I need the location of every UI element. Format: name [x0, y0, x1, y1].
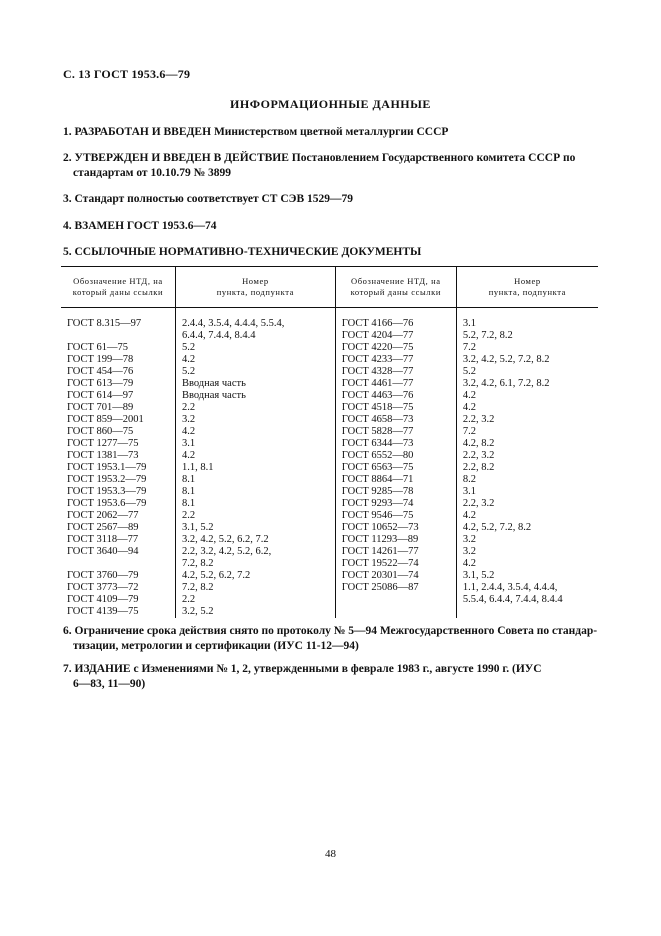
spacer-cell: [175, 308, 335, 319]
ref-clause-right: [456, 486, 598, 498]
ref-doc-right-text: ГОСТ 19522—74: [341, 558, 419, 569]
ref-doc-left-text: ГОСТ 2567—89: [67, 522, 139, 533]
item-approved-rest2: стандартам от 10.10.79 № 3899: [73, 167, 232, 179]
ref-clause-left-text: 8.1: [181, 474, 196, 485]
ref-clause-left-text: 2.2: [181, 402, 196, 413]
table-row: [61, 546, 598, 558]
ref-clause-right: [456, 558, 598, 570]
ref-doc-right-text: ГОСТ 4518—75: [341, 402, 414, 413]
ref-clause-left: [175, 546, 335, 558]
ref-clause-left: [175, 450, 335, 462]
item-conformity: 3. Стандарт полностью соответствует СТ СЭВ 1529—79: [63, 193, 354, 205]
ref-clause-right: [456, 318, 598, 330]
header-clause-right-line2: пункта, подпункта: [488, 287, 567, 297]
ref-clause-right-text: 3.1: [462, 486, 476, 497]
ref-doc-left-text: ГОСТ 1953.6—79: [67, 498, 147, 509]
ref-doc-left-text: ГОСТ 614—97: [67, 390, 134, 401]
ref-doc-right: [335, 462, 456, 474]
ref-doc-right-text: ГОСТ 6563—75: [341, 462, 414, 473]
ref-clause-left: [175, 426, 335, 438]
ref-clause-right: [456, 594, 598, 606]
ref-doc-right-text: ГОСТ 6552—80: [341, 450, 414, 461]
ref-doc-left-text: ГОСТ 4139—75: [67, 606, 139, 617]
table-row: [61, 474, 598, 486]
ref-clause-right-text: 4.2: [462, 558, 476, 569]
table-row: [61, 522, 598, 534]
ref-clause-left-text: 6.4.4, 7.4.4, 8.4.4: [181, 330, 256, 341]
ref-doc-left-text: ГОСТ 1277—75: [67, 438, 139, 449]
ref-doc-left-text: ГОСТ 1381—73: [67, 450, 139, 461]
ref-doc-left-text: ГОСТ 613—79: [67, 378, 134, 389]
table-row: [61, 594, 598, 606]
ref-clause-left: [175, 558, 335, 570]
spacer-cell: [335, 308, 456, 319]
ref-clause-right-text: 3.2, 4.2, 6.1, 7.2, 8.2: [462, 378, 550, 389]
ref-doc-left: [61, 354, 175, 366]
ref-clause-left-text: 2.2: [181, 594, 196, 605]
ref-clause-left: [175, 330, 335, 342]
item-validity: [63, 624, 601, 654]
ref-clause-right: [456, 510, 598, 522]
ref-doc-right-text: ГОСТ 4461—77: [341, 378, 414, 389]
ref-doc-right: [335, 594, 456, 606]
ref-clause-right: [456, 402, 598, 414]
ref-doc-left-text: ГОСТ 1953.1—79: [67, 462, 147, 473]
ref-doc-right: [335, 354, 456, 366]
header-doc-left-line2: который даны ссылки: [72, 287, 164, 297]
ref-clause-right: [456, 546, 598, 558]
ref-clause-left: [175, 354, 335, 366]
ref-doc-right-text: ГОСТ 4463—76: [341, 390, 414, 401]
ref-clause-left: [175, 522, 335, 534]
ref-doc-left-text: ГОСТ 8.315—97: [67, 318, 142, 329]
ref-doc-left: [61, 330, 175, 342]
ref-doc-right: [335, 438, 456, 450]
ref-clause-left: [175, 390, 335, 402]
ref-clause-right-text: 5.5.4, 6.4.4, 7.4.4, 8.4.4: [462, 594, 563, 605]
ref-doc-right-text: ГОСТ 4328—77: [341, 366, 414, 377]
ref-doc-left-text: ГОСТ 4109—79: [67, 594, 139, 605]
ref-doc-left: [61, 438, 175, 450]
ref-doc-left: [61, 486, 175, 498]
item-approved: [63, 151, 601, 181]
ref-clause-right: [456, 462, 598, 474]
ref-clause-right: [456, 330, 598, 342]
ref-doc-right-text: ГОСТ 4233—77: [341, 354, 414, 365]
ref-doc-right: [335, 522, 456, 534]
header-doc-left: [61, 267, 175, 308]
ref-doc-right-text: ГОСТ 6344—73: [341, 438, 414, 449]
ref-doc-left-text: ГОСТ 1953.2—79: [67, 474, 147, 485]
ref-clause-left-text: 3.2, 4.2, 5.2, 6.2, 7.2: [181, 534, 269, 545]
ref-clause-right: [456, 498, 598, 510]
ref-clause-right-text: 3.2, 4.2, 5.2, 7.2, 8.2: [462, 354, 550, 365]
ref-doc-left: [61, 450, 175, 462]
ref-doc-right-text: ГОСТ 8864—71: [341, 474, 414, 485]
ref-doc-right-text: ГОСТ 4658—73: [341, 414, 414, 425]
ref-clause-left-text: 3.2, 5.2: [181, 606, 214, 617]
page-number: 48: [325, 848, 336, 860]
header-doc-left-line1: Обозначение НТД, на: [73, 276, 163, 286]
ref-doc-right-text: ГОСТ 4220—75: [341, 342, 414, 353]
ref-clause-left: [175, 498, 335, 510]
ref-clause-right-text: 3.1, 5.2: [462, 570, 495, 581]
table-row: [61, 606, 598, 618]
ref-clause-right: [456, 570, 598, 582]
table-row: [61, 330, 598, 342]
references-table: [61, 266, 598, 618]
table-row: [61, 450, 598, 462]
ref-clause-left: [175, 342, 335, 354]
ref-clause-left-text: 4.2: [181, 426, 196, 437]
ref-doc-right: [335, 330, 456, 342]
ref-clause-right: [456, 414, 598, 426]
ref-clause-right: [456, 366, 598, 378]
ref-clause-right: [456, 354, 598, 366]
ref-clause-right: [456, 378, 598, 390]
header-clause-left: [175, 267, 335, 308]
table-row: [61, 390, 598, 402]
item-validity-line1: 6. Ограничение срока действия снято по протоколу № 5—94 Межгосударственного Совета по стандар-: [63, 625, 598, 637]
ref-doc-right: [335, 450, 456, 462]
ref-clause-right-text: 2.2, 3.2: [462, 414, 495, 425]
ref-doc-left: [61, 426, 175, 438]
table-row: [61, 378, 598, 390]
ref-clause-right-text: 4.2: [462, 390, 476, 401]
header-doc-right-line1: Обозначение НТД, на: [350, 276, 441, 286]
ref-doc-right: [335, 558, 456, 570]
ref-clause-right: [456, 534, 598, 546]
table-row: [61, 414, 598, 426]
ref-clause-left: [175, 366, 335, 378]
table-row: [61, 402, 598, 414]
table-row: [61, 438, 598, 450]
ref-doc-left: [61, 510, 175, 522]
item-developed: [63, 125, 601, 140]
ref-clause-left-text: 3.1: [181, 438, 196, 449]
table-row: [61, 426, 598, 438]
ref-clause-right-text: 2.2, 8.2: [462, 462, 495, 473]
ref-clause-left-text: 8.1: [181, 486, 196, 497]
ref-doc-right: [335, 366, 456, 378]
spacer-cell: [61, 308, 175, 319]
ref-doc-left-text: ГОСТ 199—78: [67, 354, 134, 365]
ref-clause-right-text: 8.2: [462, 474, 476, 485]
ref-doc-left-text: ГОСТ 860—75: [67, 426, 134, 437]
item-edition: [63, 662, 601, 692]
table-header-row: [61, 267, 598, 308]
ref-clause-right-text: 7.2: [462, 342, 476, 353]
item-edition-line1: 7. ИЗДАНИЕ с Изменениями № 1, 2, утвержденными в феврале 1983 г., августе 1990 г. (ИУС: [63, 663, 542, 675]
ref-clause-left: [175, 594, 335, 606]
ref-clause-right-text: 4.2, 5.2, 7.2, 8.2: [462, 522, 532, 533]
references-table-body: [61, 308, 598, 619]
ref-clause-right-text: 3.2: [462, 546, 476, 557]
table-row: [61, 486, 598, 498]
header-doc-right-line2: который даны ссылки: [350, 287, 441, 297]
item-replaces: 4. ВЗАМЕН ГОСТ 1953.6—74: [63, 220, 217, 232]
table-row: [61, 558, 598, 570]
ref-doc-left-text: ГОСТ 701—89: [67, 402, 134, 413]
ref-doc-right: [335, 510, 456, 522]
table-row: [61, 366, 598, 378]
table-spacer-row: [61, 308, 598, 319]
ref-doc-right: [335, 342, 456, 354]
ref-clause-left: [175, 474, 335, 486]
item-approved-rest: Постановлением Государственного комитета СССР по: [291, 152, 576, 164]
table-row: [61, 318, 598, 330]
ref-clause-left-text: 4.2: [181, 354, 196, 365]
ref-doc-right-text: ГОСТ 14261—77: [341, 546, 419, 557]
ref-clause-right-text: 3.1: [462, 318, 476, 329]
ref-doc-right-text: ГОСТ 25086—87: [341, 582, 419, 593]
ref-clause-left: [175, 510, 335, 522]
ref-clause-right: [456, 426, 598, 438]
header-doc-right: [335, 267, 456, 308]
ref-doc-right-text: ГОСТ 5828—77: [341, 426, 414, 437]
table-row: [61, 342, 598, 354]
ref-clause-left-text: 3.2: [181, 414, 196, 425]
ref-clause-right: [456, 342, 598, 354]
ref-clause-right-text: 4.2: [462, 402, 476, 413]
ref-clause-right-text: 5.2, 7.2, 8.2: [462, 330, 513, 341]
ref-clause-left-text: 7.2, 8.2: [181, 582, 214, 593]
ref-doc-left: [61, 570, 175, 582]
ref-doc-left-text: ГОСТ 3773—72: [67, 582, 139, 593]
ref-clause-left-text: 7.2, 8.2: [181, 558, 214, 569]
ref-clause-left-text: 2.2: [181, 510, 196, 521]
ref-doc-left-text: ГОСТ 454—76: [67, 366, 134, 377]
ref-clause-left-text: Вводная часть: [181, 390, 246, 401]
ref-doc-right: [335, 498, 456, 510]
item-edition-line2: 6—83, 11—90): [73, 678, 146, 690]
item-validity-line2: тизации, метрологии и сертификации (ИУС 11-12—94): [73, 640, 359, 652]
ref-clause-right: [456, 390, 598, 402]
ref-clause-right-text: 7.2: [462, 426, 476, 437]
table-row: [61, 570, 598, 582]
ref-clause-right-text: 1.1, 2.4.4, 3.5.4, 4.4.4,: [462, 582, 558, 593]
header-clause-left-line1: Номер: [242, 276, 269, 286]
ref-clause-left: [175, 534, 335, 546]
ref-clause-left: [175, 414, 335, 426]
ref-doc-left-text: ГОСТ 1953.3—79: [67, 486, 147, 497]
spacer-cell: [456, 308, 598, 319]
ref-clause-right-text: 4.2, 8.2: [462, 438, 495, 449]
header-clause-right: [456, 267, 598, 308]
ref-doc-right-text: ГОСТ 9546—75: [341, 510, 414, 521]
header-clause-left-line2: пункта, подпункта: [216, 287, 294, 297]
ref-doc-left-text: ГОСТ 859—2001: [67, 414, 144, 425]
ref-doc-left: [61, 390, 175, 402]
ref-doc-left-text: ГОСТ 61—75: [67, 342, 129, 353]
ref-clause-right-text: 2.2, 3.2: [462, 498, 495, 509]
ref-clause-right-text: 5.2: [462, 366, 476, 377]
ref-doc-right-text: ГОСТ 4204—77: [341, 330, 414, 341]
ref-clause-right-text: 2.2, 3.2: [462, 450, 495, 461]
ref-doc-right: [335, 378, 456, 390]
ref-clause-right-text: 3.2: [462, 534, 476, 545]
ref-clause-left-text: 4.2: [181, 450, 196, 461]
ref-doc-right: [335, 414, 456, 426]
ref-doc-right: [335, 546, 456, 558]
table-row: [61, 510, 598, 522]
section-title: ИНФОРМАЦИОННЫЕ ДАННЫЕ: [230, 97, 431, 111]
ref-clause-left: [175, 606, 335, 618]
page-header: С. 13 ГОСТ 1953.6—79: [63, 67, 191, 81]
ref-clause-left-text: 5.2: [181, 342, 196, 353]
ref-clause-left-text: 5.2: [181, 366, 196, 377]
ref-doc-left: [61, 546, 175, 558]
ref-doc-right-text: ГОСТ 4166—76: [341, 318, 414, 329]
ref-clause-left: [175, 570, 335, 582]
ref-doc-left: [61, 474, 175, 486]
ref-doc-left: [61, 522, 175, 534]
ref-doc-left: [61, 558, 175, 570]
item-developed-rest: Министерством цветной металлургии СССР: [213, 126, 449, 138]
ref-clause-left: [175, 378, 335, 390]
ref-doc-left: [61, 606, 175, 618]
ref-clause-left-text: 2.4.4, 3.5.4, 4.4.4, 5.5.4,: [181, 318, 285, 329]
ref-clause-right-text: 4.2: [462, 510, 476, 521]
ref-clause-left: [175, 582, 335, 594]
ref-doc-right-text: ГОСТ 10652—73: [341, 522, 419, 533]
ref-doc-right: [335, 474, 456, 486]
ref-clause-left: [175, 402, 335, 414]
table-row: [61, 582, 598, 594]
ref-doc-right: [335, 606, 456, 618]
ref-clause-left: [175, 318, 335, 330]
table-row: [61, 462, 598, 474]
ref-doc-right-text: ГОСТ 11293—89: [341, 534, 419, 545]
ref-doc-right: [335, 534, 456, 546]
ref-clause-right: [456, 606, 598, 618]
ref-clause-left: [175, 462, 335, 474]
ref-doc-right: [335, 486, 456, 498]
ref-doc-right: [335, 570, 456, 582]
ref-doc-left: [61, 378, 175, 390]
ref-doc-left: [61, 414, 175, 426]
ref-clause-left-text: 3.1, 5.2: [181, 522, 214, 533]
ref-clause-left: [175, 438, 335, 450]
ref-doc-left: [61, 366, 175, 378]
ref-doc-right-text: ГОСТ 9293—74: [341, 498, 414, 509]
ref-clause-left-text: Вводная часть: [181, 378, 246, 389]
ref-clause-left-text: 2.2, 3.2, 4.2, 5.2, 6.2,: [181, 546, 272, 557]
ref-doc-left: [61, 534, 175, 546]
ref-doc-right: [335, 582, 456, 594]
item-references: 5. ССЫЛОЧНЫЕ НОРМАТИВНО-ТЕХНИЧЕСКИЕ ДОКУМЕНТЫ: [63, 246, 422, 258]
ref-doc-right: [335, 390, 456, 402]
ref-clause-left-text: 1.1, 8.1: [181, 462, 214, 473]
ref-doc-left: [61, 498, 175, 510]
ref-doc-left-text: ГОСТ 2062—77: [67, 510, 139, 521]
ref-doc-right-text: ГОСТ 9285—78: [341, 486, 414, 497]
ref-clause-right: [456, 450, 598, 462]
ref-clause-right: [456, 438, 598, 450]
ref-clause-right: [456, 582, 598, 594]
ref-doc-left: [61, 582, 175, 594]
ref-doc-left: [61, 462, 175, 474]
table-row: [61, 498, 598, 510]
table-row: [61, 534, 598, 546]
ref-doc-right: [335, 318, 456, 330]
ref-doc-right: [335, 426, 456, 438]
ref-doc-left-text: ГОСТ 3118—77: [67, 534, 139, 545]
ref-clause-right: [456, 474, 598, 486]
ref-doc-right-text: ГОСТ 20301—74: [341, 570, 419, 581]
item-approved-lead: 2. УТВЕРЖДЕН И ВВЕДЕН В ДЕЙСТВИЕ: [63, 152, 289, 164]
ref-doc-left-text: ГОСТ 3760—79: [67, 570, 139, 581]
ref-clause-left-text: 8.1: [181, 498, 196, 509]
ref-doc-left: [61, 402, 175, 414]
ref-doc-right: [335, 402, 456, 414]
item-developed-lead: 1. РАЗРАБОТАН И ВВЕДЕН: [63, 126, 212, 138]
ref-doc-left: [61, 342, 175, 354]
ref-doc-left-text: ГОСТ 3640—94: [67, 546, 139, 557]
ref-clause-right: [456, 522, 598, 534]
ref-clause-left-text: 4.2, 5.2, 6.2, 7.2: [181, 570, 251, 581]
ref-doc-left: [61, 594, 175, 606]
ref-clause-left: [175, 486, 335, 498]
ref-doc-left: [61, 318, 175, 330]
header-clause-right-line1: Номер: [514, 276, 541, 286]
table-row: [61, 354, 598, 366]
